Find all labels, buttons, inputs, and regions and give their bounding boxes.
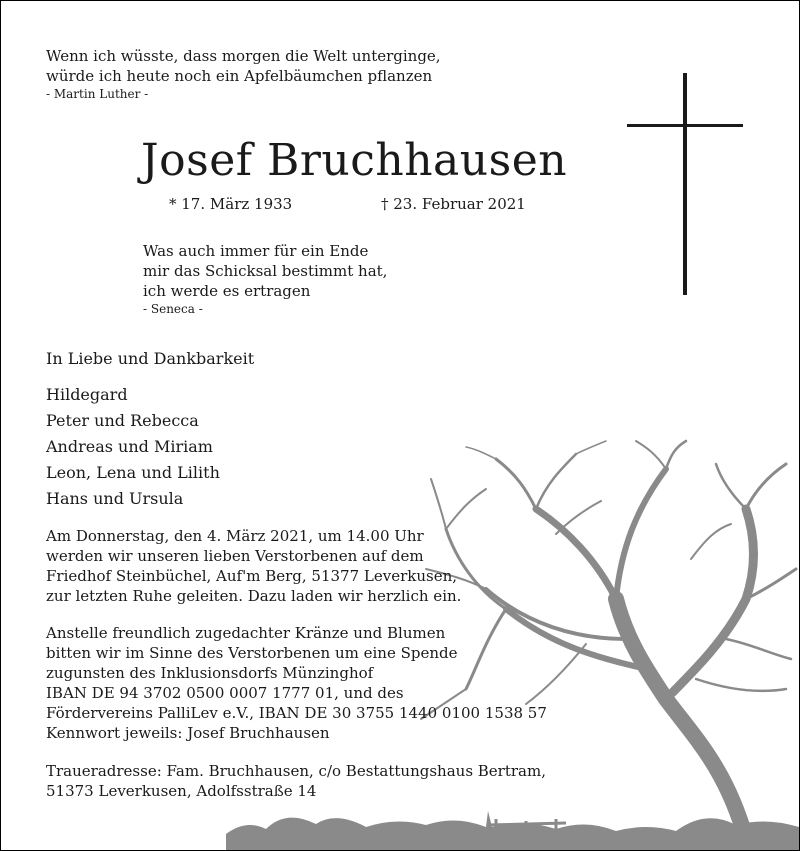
- cross-icon: [627, 73, 743, 295]
- mourner-name: Leon, Lena und Lilith: [46, 463, 220, 482]
- mourner-name: Peter und Rebecca: [46, 411, 199, 430]
- funeral-line: werden wir unseren lieben Verstorbenen auf dem: [46, 547, 424, 565]
- mourner-name: Hildegard: [46, 385, 128, 404]
- quote-top-line: Wenn ich wüsste, dass morgen die Welt unterginge,: [46, 47, 441, 65]
- quote-top-line: würde ich heute noch ein Apfelbäumchen pflanzen: [46, 67, 433, 85]
- mourner-name: Andreas und Miriam: [46, 437, 213, 456]
- donation-line: bitten wir im Sinne des Verstorbenen um eine Spende: [46, 644, 458, 662]
- quote-top-attribution: - Martin Luther -: [46, 87, 149, 101]
- donation-line: IBAN DE 94 3702 0500 0007 1777 01, und des: [46, 684, 404, 702]
- funeral-line: Friedhof Steinbüchel, Auf'm Berg, 51377 Leverkusen,: [46, 567, 458, 585]
- mourners-intro: In Liebe und Dankbarkeit: [46, 349, 255, 368]
- death-date: † 23. Februar 2021: [381, 195, 526, 213]
- donation-line: zugunsten des Inklusionsdorfs Münzinghof: [46, 664, 374, 682]
- quote-top: [46, 46, 441, 102]
- address-line: Traueradresse: Fam. Bruchhausen, c/o Bestattungshaus Bertram,: [46, 762, 546, 780]
- deceased-name: Josef Bruchhausen: [141, 135, 568, 186]
- donation-line: Anstelle freundlich zugedachter Kränze und Blumen: [46, 624, 446, 642]
- mourner-name: Hans und Ursula: [46, 489, 184, 508]
- donation-line: Fördervereins PalliLev e.V., IBAN DE 30 3755 1440 0100 1538 57: [46, 704, 547, 722]
- birth-date: * 17. März 1933: [169, 195, 293, 213]
- quote-middle: [143, 241, 387, 317]
- quote-middle-line: Was auch immer für ein Ende: [143, 242, 369, 260]
- quote-middle-attribution: - Seneca -: [143, 302, 203, 316]
- funeral-line: Am Donnerstag, den 4. März 2021, um 14.00 Uhr: [46, 527, 424, 545]
- donation-info: [46, 623, 547, 743]
- funeral-line: zur letzten Ruhe geleiten. Dazu laden wir herzlich ein.: [46, 587, 462, 605]
- donation-line: Kennwort jeweils: Josef Bruchhausen: [46, 724, 330, 742]
- quote-middle-line: ich werde es ertragen: [143, 282, 311, 300]
- mourning-address: [46, 761, 546, 801]
- mourner-list: [46, 382, 220, 512]
- quote-middle-line: mir das Schicksal bestimmt hat,: [143, 262, 388, 280]
- funeral-info: [46, 526, 461, 606]
- address-line: 51373 Leverkusen, Adolfsstraße 14: [46, 782, 317, 800]
